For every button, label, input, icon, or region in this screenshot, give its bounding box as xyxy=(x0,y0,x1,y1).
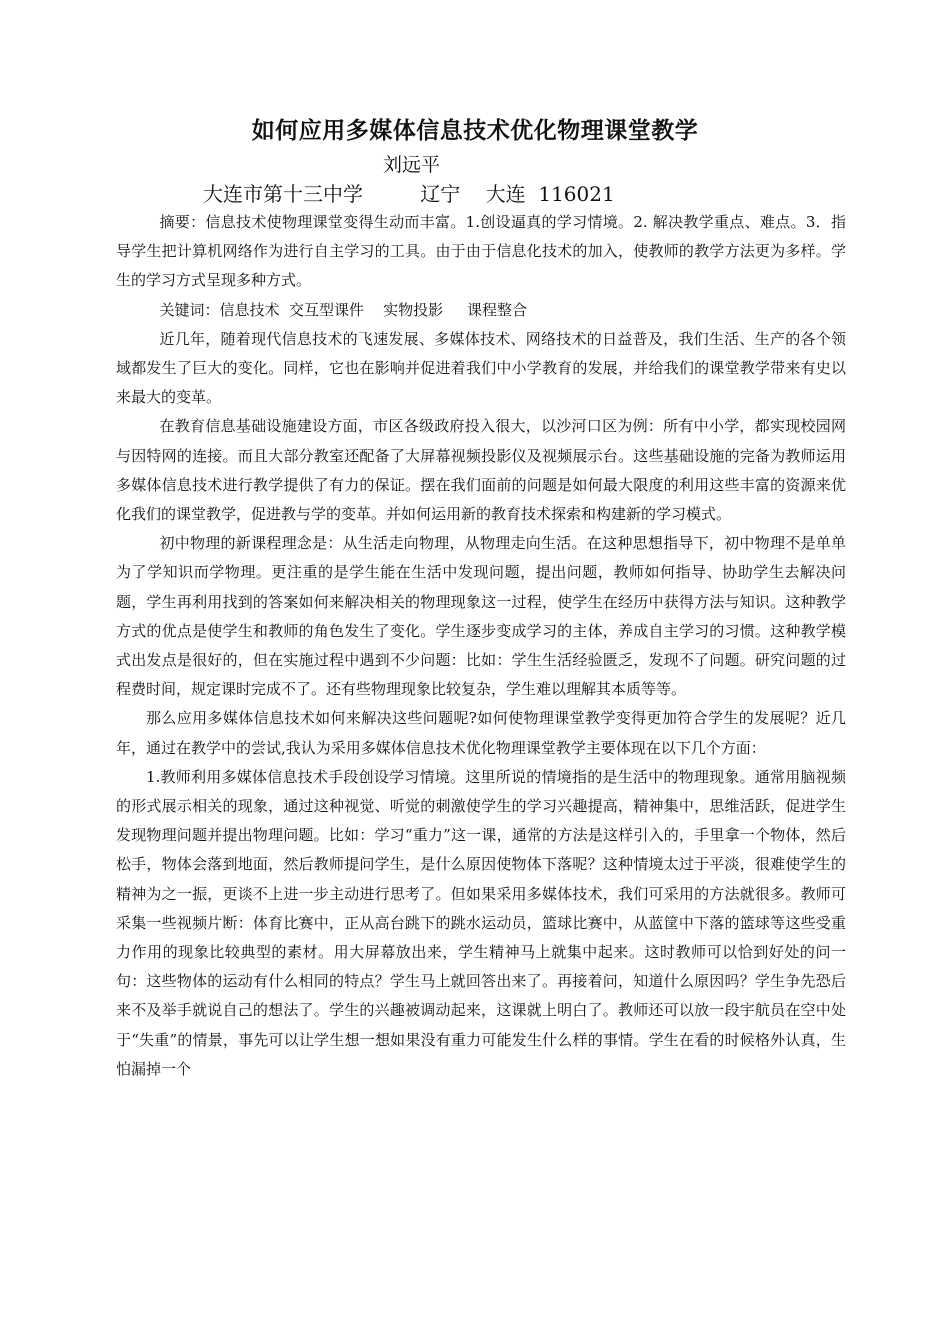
abstract-paragraph: 摘要：信息技术使物理课堂变得生动而丰富。1.创设逼真的学习情境。2. 解决教学重点、难点。3．指导学生把计算机网络作为进行自主学习的工具。由于由于信息化技术的加入，使教师的教学方法更为多样。学生的学习方式呈现多种方式。 xyxy=(116,213,846,290)
body-paragraph-4: 那么应用多媒体信息技术如何来解决这些问题呢?如何使物理课堂教学变得更加符合学生的发展呢？近几年，通过在教学中的尝试,我认为采用多媒体信息技术优化物理课堂教学主要体现在以下几个方面： xyxy=(116,709,846,757)
document-body xyxy=(116,208,846,1084)
author-affiliation: 大连市第十三中学 辽宁 大连 116021 xyxy=(203,182,615,206)
body-paragraph-1: 近几年，随着现代信息技术的飞速发展、多媒体技术、网络技术的日益普及，我们生活、生产的各个领域都发生了巨大的变化。同样，它也在影响并促进着我们中小学教育的发展，并给我们的课堂教学带来有史以来最大的变革。 xyxy=(116,329,846,407)
author-name: 刘远平 xyxy=(383,154,441,176)
document-title: 如何应用多媒体信息技术优化物理课堂教学 xyxy=(251,118,699,144)
body-paragraph-5: 1.教师利用多媒体信息技术手段创设学习情境。这里所说的情境指的是生活中的物理现象。通常用脑视频的形式展示相关的现象，通过这种视觉、听觉的刺激使学生的学习兴趣提高，精神集中，思维活跃，促进学生发现物理问题并提出物理问题。比如：学习“重力”这一课，通常的方法是这样引入的，手里拿一个物体，然后松手，物体会落到地面，然后教师提问学生，是什么原因使物体下落呢？这种情境太过于平淡，很难使学生的精神为之一振，更谈不上进一步主动进行思考了。但如果采用多媒体技术，我们可采用的方法就很多。教师可采集一些视频片断：体育比赛中，正从高台跳下的跳水运动员，篮球比赛中，从蓝筐中下落的篮球等这些受重力作用的现象比较典型的素材。用大屏幕放出来，学生精神马上就集中起来。这时教师可以恰到好处的问一句：这些物体的运动有什么相同的特点？学生马上就回答出来了。再接着问，知道什么原因吗？学生争先恐后来不及举手就说自己的想法了。学生的兴趣被调动起来，这课就上明白了。教师还可以放一段宇航员在空中处于“失重”的情景，事先可以让学生想一想如果没有重力可能发生什么样的事情。学生在看的时候格外认真，生怕漏掉一个 xyxy=(116,767,846,1078)
body-paragraph-2: 在教育信息基础设施建设方面，市区各级政府投入很大，以沙河口区为例：所有中小学，都实现校园网与因特网的连接。而且大部分教室还配备了大屏幕视频投影仪及视频展示台。这些基础设施的完备为教师运用多媒体信息技术进行教学提供了有力的保证。摆在我们面前的问题是如何最大限度的利用这些丰富的资源来优化我们的课堂教学，促进教与学的变革。并如何运用新的教育技术探索和构建新的学习模式。 xyxy=(116,417,846,524)
keywords-line: 关键词：信息技术 交互型课件 实物投影 课程整合 xyxy=(159,300,527,319)
body-paragraph-3: 初中物理的新课程理念是：从生活走向物理，从物理走向生活。在这种思想指导下，初中物理不是单单为了学知识而学物理。更注重的是学生能在生活中发现问题，提出问题，教师如何指导、协助学生去解决问题，学生再利用找到的答案如何来解决相关的物理现象这一过程，使学生在经历中获得方法与知识。这种教学方式的优点是使学生和教师的角色发生了变化。学生逐步变成学习的主体，养成自主学习的习惯。这种教学模式出发点是很好的，但在实施过程中遇到不少问题：比如：学生生活经验匮乏，发现不了问题。研究问题的过程费时间，规定课时完成不了。还有些物理现象比较复杂，学生难以理解其本质等等。 xyxy=(116,534,846,699)
